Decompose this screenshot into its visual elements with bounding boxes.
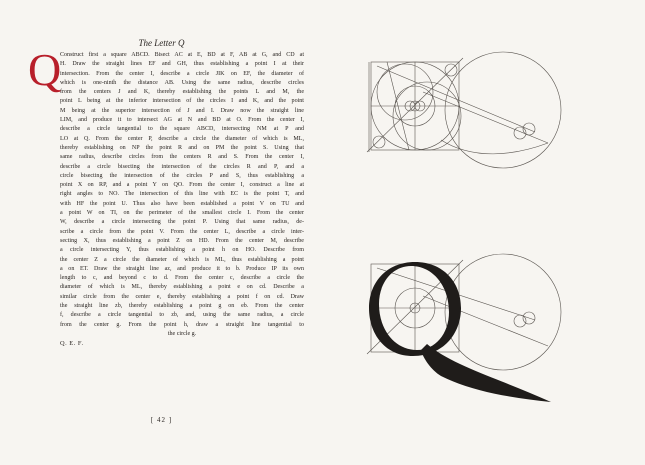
drop-cap-letter: Q (28, 44, 62, 95)
text-line: from the centers J and K, thereby establishing the points L and M, the (60, 89, 304, 96)
text-line: Construct first a square ABCD. Bisect AC at E, BD at F, AB at G, and CD at (60, 52, 304, 58)
text-line: thereby establishing on NP the point R and on PM the point S. Using that (60, 144, 304, 151)
construction-text (60, 51, 304, 339)
right-page (323, 0, 645, 465)
text-line: the center Z a circle the diameter of which is ML, thus establishing a point (60, 256, 304, 263)
text-line: secting X, thus establishing a point Z on HD. From the center M, describe (60, 237, 304, 244)
text-line: right angles to NO. The intersection of this line with EC is the point T, and (60, 191, 304, 198)
text-line: scribe a circle from the point V. From the center L, describe a circle inter- (60, 228, 304, 235)
text-line: describe a circle tangential to the square ABCD, intersecting NM at P and (60, 126, 304, 133)
letter-q-tail (421, 344, 551, 402)
page-number: [ 42 ] (150, 416, 173, 424)
text-line: which is one-ninth the distance AB. Using the same radius, describe circles (60, 79, 304, 86)
text-line-last: the circle g. (167, 330, 197, 337)
page-title: The Letter Q (138, 38, 185, 48)
text-line: H. Draw the straight lines EF and GH, thus establishing a point I at their (60, 61, 304, 68)
text-line: the straight line zb, thereby establishing a point g on eb. From the center (60, 303, 304, 310)
text-line: circle bisecting the intersection of the circles P and S, thus establishing a (60, 172, 304, 179)
text-line: diameter of which is ML, thereby establishing a point e on cd. Describe a (60, 284, 304, 291)
text-line: same radius, describe circles from the centers R and S. From the center I, (60, 154, 304, 161)
circle-f-bottom (514, 315, 526, 327)
text-line: a circle intersecting Y, thus establishing a point h on HO. Describe from (60, 247, 304, 254)
letter-q-diagram (323, 0, 645, 465)
text-line: LIM, and produce it to intersect AG at N and BD at O. From the center I, (60, 117, 304, 124)
text-line: intersection. From the center I, describe a circle JIK on EF, the diameter of (60, 70, 304, 77)
text-line: M being at the superior intersection of J and I. Draw now the straight line (60, 107, 304, 114)
text-line: LO at Q. From the center P, describe a circle the diameter of which is ML, (60, 135, 304, 142)
text-line: a on ET. Draw the straight line az, and produce it to b. Produce IP its own (60, 265, 304, 272)
qef-mark: Q. E. F. (60, 340, 84, 347)
text-line: similar circle from the center e, thereby establishing a point f on cd. Draw (60, 293, 304, 300)
text-line: W, describe a circle intersecting the point P. Using that same radius, de- (60, 219, 304, 226)
text-line: f, describe a circle tangential to zb, and, using the same radius, a circle (60, 312, 304, 319)
text-line: with HF the point U. Thus also have been established a point V on TU and (60, 200, 304, 207)
text-line: length to c, and beyond c to d. From the center c, describe a circle the (60, 275, 304, 282)
text-line: point X on RP, and a point Y on QO. From the center I, construct a line at (60, 182, 304, 189)
text-line: describe a circle bisecting the intersection of the circles R and P, and a (60, 163, 304, 170)
text-line: point L being at the inferior intersection of the circles I and K, and the point (60, 98, 304, 105)
text-line: from the center g. From the point h, draw a straight line tangential to (60, 321, 304, 328)
text-line: a point W on TI, on the perimeter of the smallest circle I. From the center (60, 210, 304, 217)
